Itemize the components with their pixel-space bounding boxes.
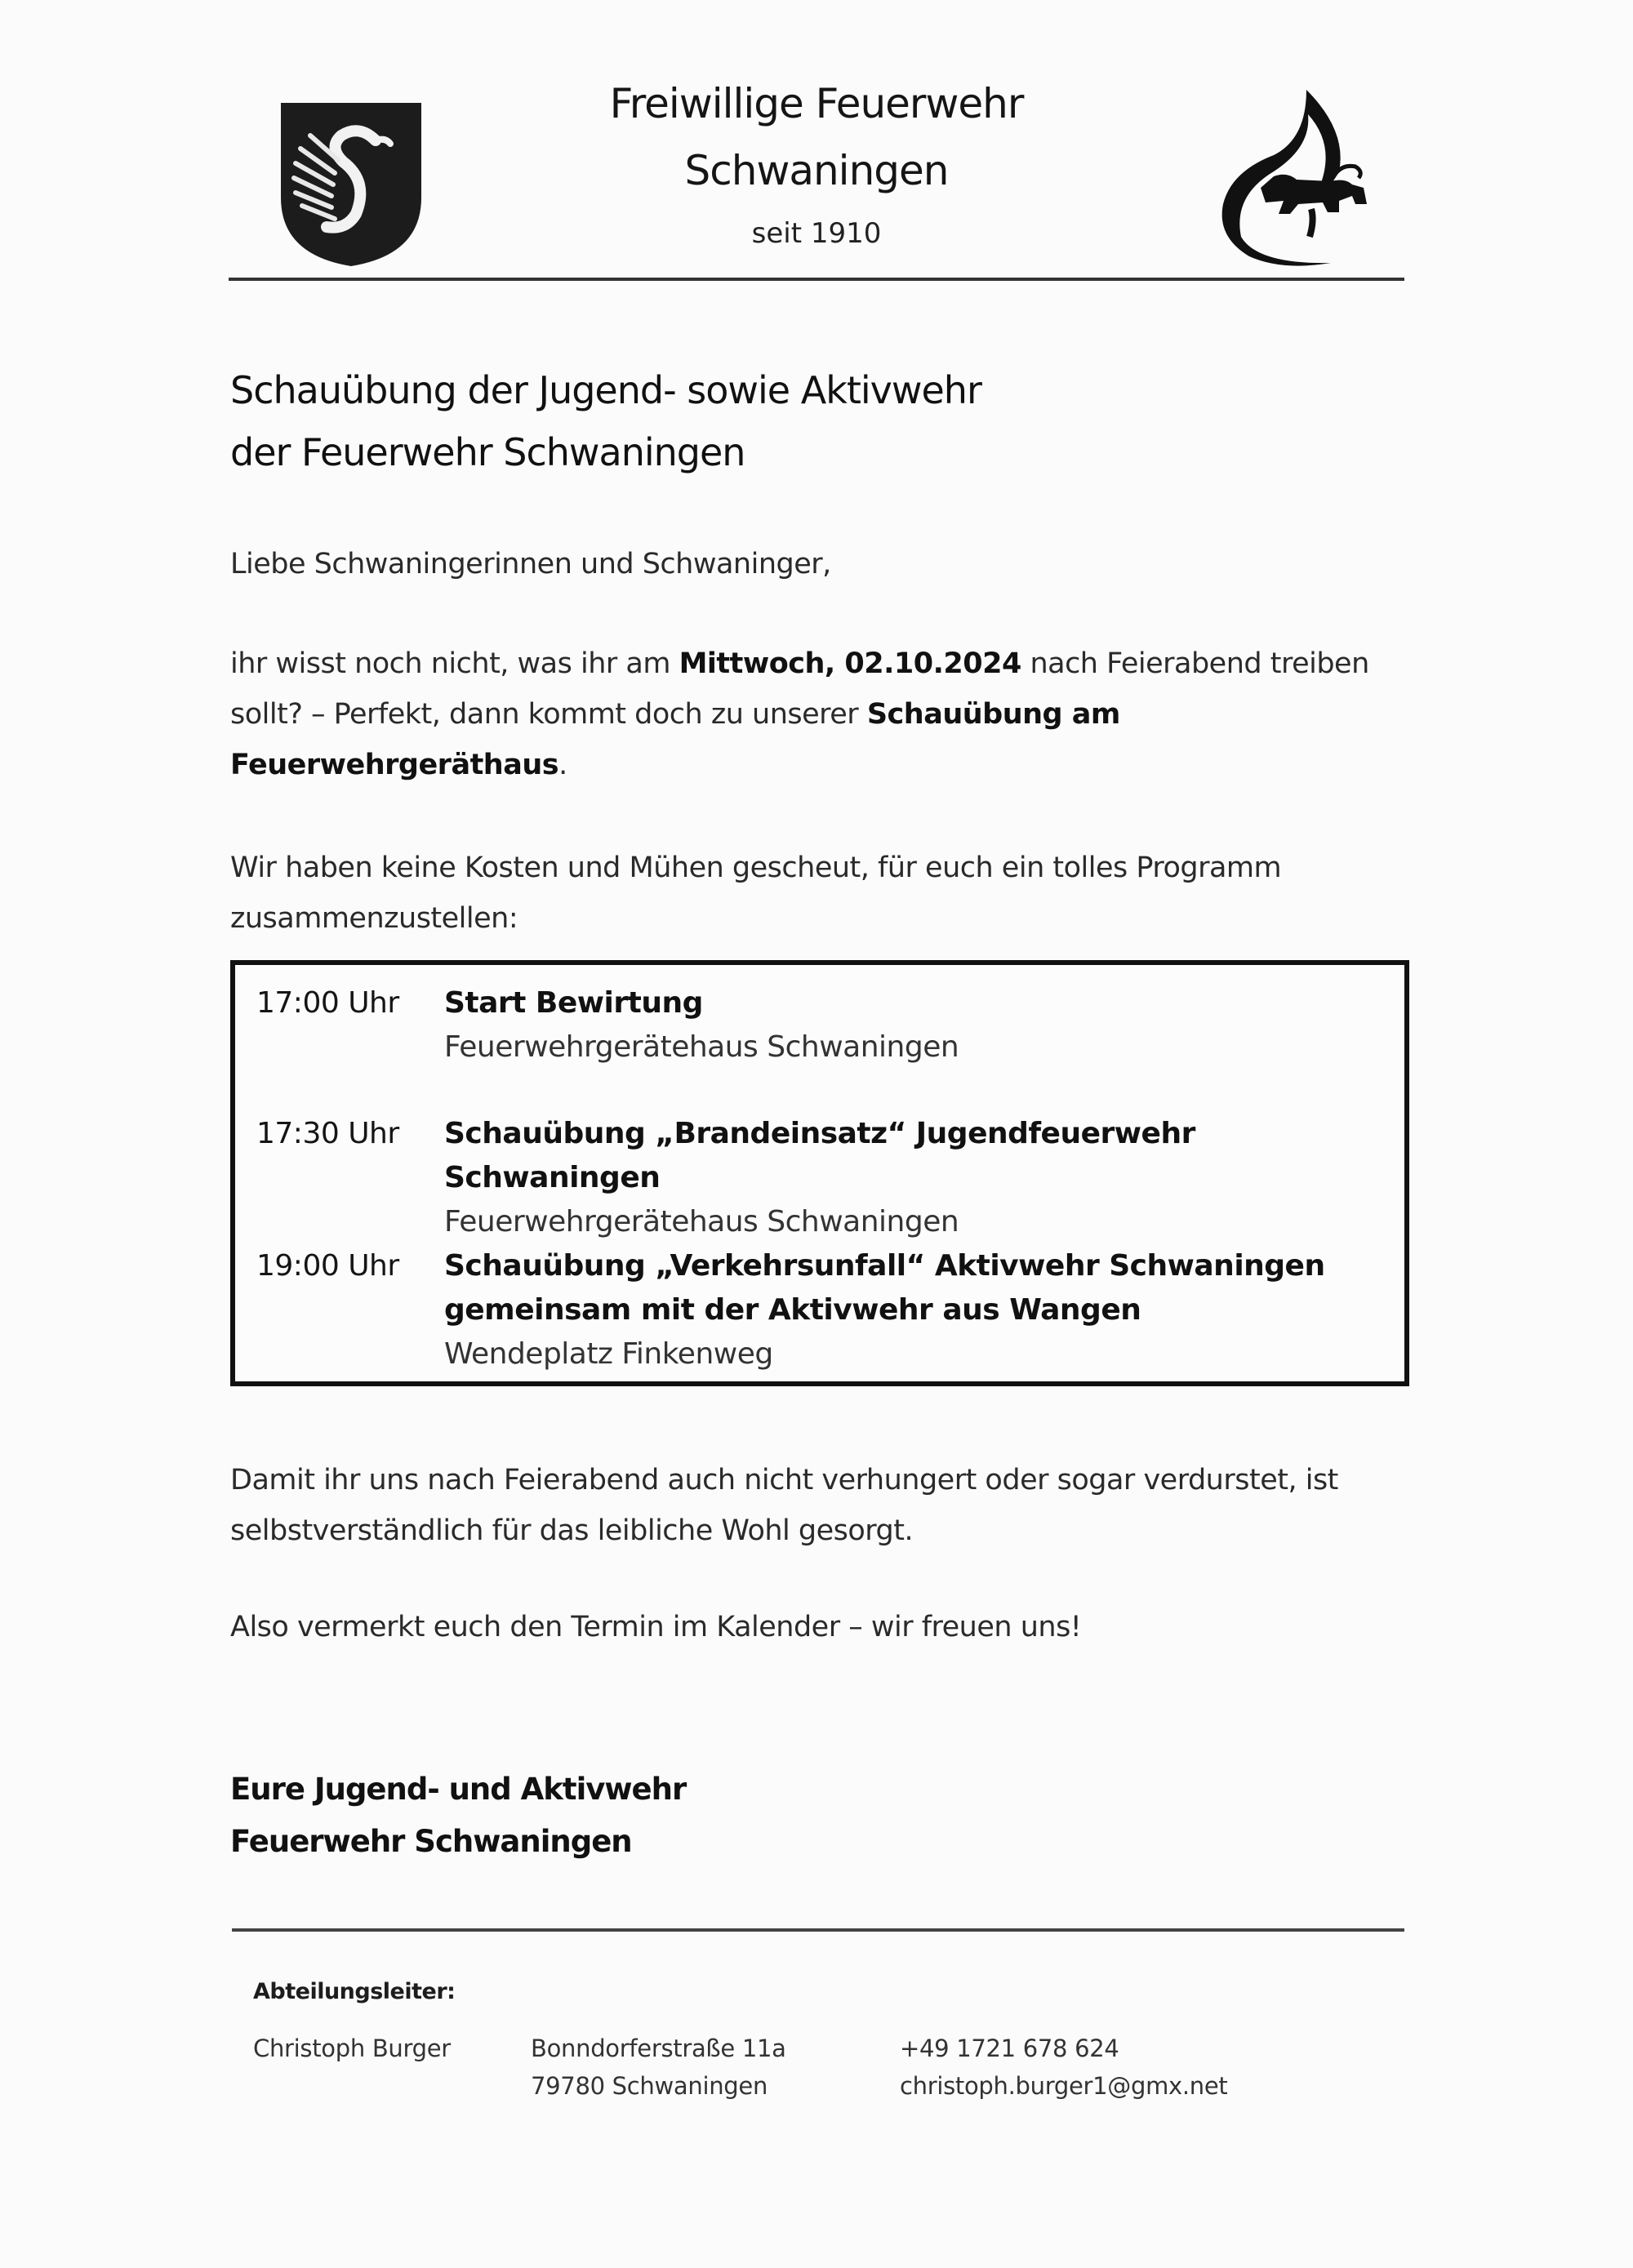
food-note: Damit ihr uns nach Feierabend auch nicht verhungert oder sogar verdurstet, ist selbstverständlich für das leibliche Wohl gesorgt.: [230, 1464, 1338, 1547]
title-line2: der Feuerwehr Schwaningen: [230, 430, 745, 474]
contact-details: [900, 2030, 1228, 2105]
event-date: Mittwoch, 02.10.2024: [679, 647, 1021, 680]
flame-lion-icon: [1208, 82, 1388, 269]
contact-address: [531, 2030, 786, 2105]
greeting: Liebe Schwaningerinnen und Schwaninger,: [230, 548, 831, 580]
program-place: Feuerwehrgerätehaus Schwaningen: [444, 1205, 959, 1239]
program-place: Wendeplatz Finkenweg: [444, 1337, 773, 1371]
org-name-line2: Schwaningen: [684, 147, 949, 194]
signature-line1: Eure Jugend- und Aktivwehr: [230, 1772, 687, 1807]
intro-text-2: nach Feierabend treiben sollt? – Perfekt, dann kommt doch zu unserer: [230, 647, 1369, 731]
footer-divider: [232, 1928, 1404, 1932]
signature-line2: Feuerwehr Schwaningen: [230, 1824, 632, 1859]
intro-paragraph: [230, 638, 1414, 790]
header-divider: [229, 278, 1404, 281]
program-title: Schauübung „Brandeinsatz“ Jugendfeuerwehr Schwaningen: [444, 1117, 1195, 1194]
contact-phone[interactable]: +49 1721 678 624: [900, 2035, 1119, 2062]
footer-label: Abteilungsleiter:: [253, 1979, 456, 2004]
intro-text-1: ihr wisst noch nicht, was ihr am: [230, 647, 679, 680]
org-since: seit 1910: [751, 217, 882, 250]
program-place: Feuerwehrgerätehaus Schwaningen: [444, 1030, 959, 1064]
program-box: [230, 960, 1409, 1386]
program-title: Schauübung „Verkehrsunfall“ Aktivwehr Schwaningen: [444, 1249, 1325, 1283]
contact-name: Christoph Burger: [253, 2035, 451, 2062]
document-title: [230, 359, 981, 483]
program-time: 17:30 Uhr: [256, 1117, 399, 1150]
contact-street: Bonndorferstraße 11a: [531, 2035, 786, 2062]
intro-text-3: .: [558, 749, 567, 781]
title-line1: Schauübung der Jugend- sowie Aktivwehr: [230, 368, 981, 412]
program-time: 19:00 Uhr: [256, 1249, 399, 1283]
contact-email[interactable]: christoph.burger1@gmx.net: [900, 2072, 1228, 2100]
program-title: Start Bewirtung: [444, 986, 703, 1020]
program-title-cont: gemeinsam mit der Aktivwehr aus Wangen: [444, 1293, 1141, 1327]
swan-crest-icon: [278, 100, 425, 269]
event-name: Schauübung am Feuerwehrgeräthaus: [230, 698, 1120, 781]
program-intro: Wir haben keine Kosten und Mühen gescheut, für euch ein tolles Programm zusammenzustellen:: [230, 852, 1282, 935]
program-time: 17:00 Uhr: [256, 986, 399, 1020]
closing-line: Also vermerkt euch den Termin im Kalender – wir freuen uns!: [230, 1611, 1082, 1643]
org-name-line1: Freiwillige Feuerwehr: [609, 80, 1024, 127]
signature: [230, 1763, 686, 1868]
contact-city: 79780 Schwaningen: [531, 2072, 768, 2100]
